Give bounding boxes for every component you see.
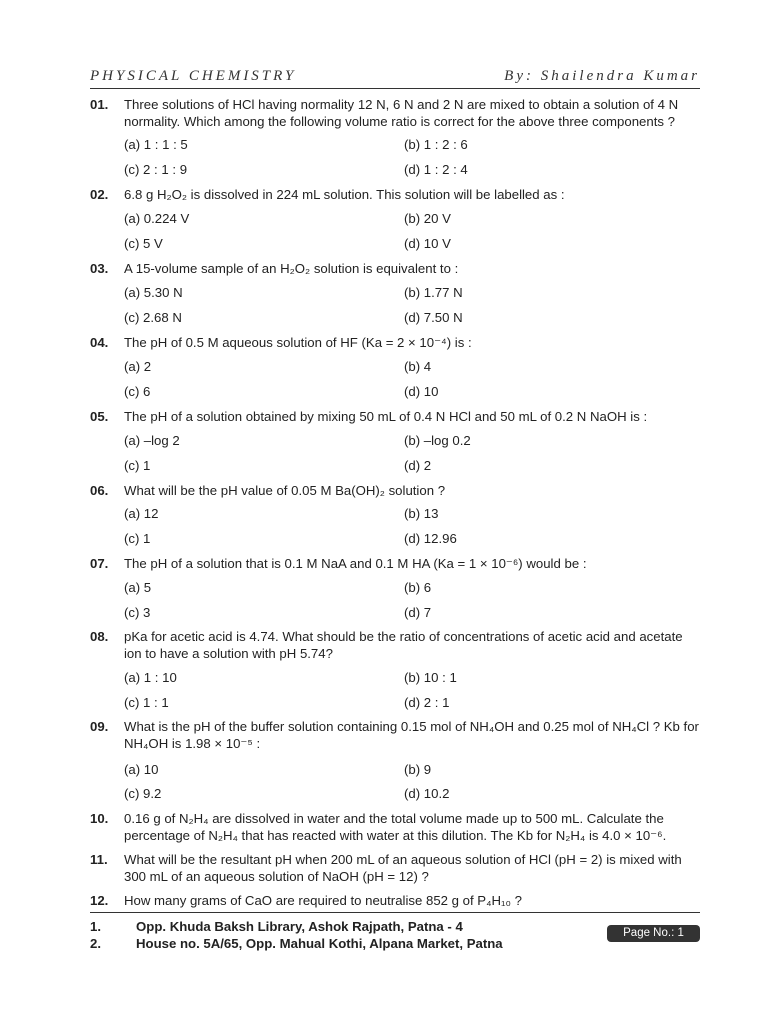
option-c: (c) 2 : 1 : 9 <box>124 162 188 177</box>
option-b: (b) 10 : 1 <box>404 670 457 685</box>
option-b: (b) 1 : 2 : 6 <box>404 137 468 152</box>
option-c: (c) 5 V <box>124 236 163 251</box>
question-06 <box>90 482 702 499</box>
option-a: (a) 10 <box>124 762 159 777</box>
option-d: (d) 10 V <box>404 236 451 251</box>
option-a: (a) 0.224 V <box>124 211 190 226</box>
question-text: What is the pH of the buffer solution containing 0.15 mol of NH₄OH and 0.25 mol of NH₄Cl ? Kb for NH₄OH is 1.98 × 10⁻⁵ : <box>124 719 699 751</box>
option-b: (b) 1.77 N <box>404 285 463 300</box>
option-c: (c) 1 <box>124 531 151 546</box>
author-credit: By: Shailendra Kumar <box>504 68 700 84</box>
option-d: (d) 2 : 1 <box>404 695 450 710</box>
option-a: (a) 1 : 1 : 5 <box>124 137 188 152</box>
question-number: 06. <box>90 483 109 498</box>
question-text: pKa for acetic acid is 4.74. What should be the ratio of concentrations of acetic acid and acetate ion to have a solution with pH 5.74? <box>124 629 683 661</box>
question-number: 08. <box>90 629 109 644</box>
question-text: What will be the pH value of 0.05 M Ba(OH)₂ solution ? <box>124 483 446 498</box>
option-d: (d) 12.96 <box>404 531 457 546</box>
option-d: (d) 10.2 <box>404 786 450 801</box>
option-a: (a) –log 2 <box>124 433 180 448</box>
question-number: 01. <box>90 97 109 112</box>
question-09 <box>90 718 702 752</box>
question-text: The pH of 0.5 M aqueous solution of HF (Ka = 2 × 10⁻⁴) is : <box>124 335 472 350</box>
page-header <box>90 66 700 89</box>
question-number: 07. <box>90 556 109 571</box>
option-b: (b) 9 <box>404 762 432 777</box>
option-a: (a) 1 : 10 <box>124 670 177 685</box>
option-d: (d) 1 : 2 : 4 <box>404 162 468 177</box>
option-b: (b) 20 V <box>404 211 451 226</box>
subject-title: PHYSICAL CHEMISTRY <box>90 68 297 84</box>
option-b: (b) –log 0.2 <box>404 433 471 448</box>
question-number: 02. <box>90 187 109 202</box>
footer-divider <box>90 912 700 913</box>
option-c: (c) 6 <box>124 384 151 399</box>
option-b: (b) 6 <box>404 580 432 595</box>
option-a: (a) 12 <box>124 506 159 521</box>
address-number: 2. <box>90 936 101 951</box>
option-a: (a) 5.30 N <box>124 285 183 300</box>
question-number: 05. <box>90 409 109 424</box>
question-text: The pH of a solution that is 0.1 M NaA and 0.1 M HA (Ka = 1 × 10⁻⁶) would be : <box>124 556 587 571</box>
question-text: 6.8 g H₂O₂ is dissolved in 224 mL solution. This solution will be labelled as : <box>124 187 565 202</box>
page-number-badge: Page No.: 1 <box>607 925 700 942</box>
question-08 <box>90 628 702 662</box>
option-d: (d) 10 <box>404 384 439 399</box>
question-07 <box>90 555 702 572</box>
question-01 <box>90 96 702 130</box>
question-number: 12. <box>90 893 109 908</box>
option-a: (a) 5 <box>124 580 152 595</box>
address-text: House no. 5A/65, Opp. Mahual Kothi, Alpana Market, Patna <box>136 936 503 951</box>
question-12 <box>90 892 702 909</box>
question-text: Three solutions of HCl having normality 12 N, 6 N and 2 N are mixed to obtain a solution of 4 N normality. Which among the following volume ratio is correct for the above three components ? <box>124 97 679 129</box>
option-d: (d) 7 <box>404 605 432 620</box>
option-b: (b) 4 <box>404 359 432 374</box>
question-text: The pH of a solution obtained by mixing 50 mL of 0.4 N HCl and 50 mL of 0.2 N NaOH is : <box>124 409 648 424</box>
question-10 <box>90 810 702 844</box>
question-text: What will be the resultant pH when 200 mL of an aqueous solution of HCl (pH = 2) is mixed with 300 mL of an aqueous solution of NaOH (pH = 12) ? <box>124 852 682 884</box>
question-text: 0.16 g of N₂H₄ are dissolved in water and the total volume made up to 500 mL. Calculate the percentage of N₂H₄ that has reacted with water at this dilution. The Kb for N₂H₄ is 4.0 × 10⁻⁶. <box>124 811 667 843</box>
question-04 <box>90 334 702 351</box>
question-number: 10. <box>90 811 109 826</box>
question-text: A 15-volume sample of an H₂O₂ solution is equivalent to : <box>124 261 459 276</box>
address-number: 1. <box>90 919 101 934</box>
address-text: Opp. Khuda Baksh Library, Ashok Rajpath, Patna - 4 <box>136 919 463 934</box>
question-number: 03. <box>90 261 109 276</box>
option-c: (c) 9.2 <box>124 786 162 801</box>
option-c: (c) 1 : 1 <box>124 695 169 710</box>
option-a: (a) 2 <box>124 359 152 374</box>
option-d: (d) 7.50 N <box>404 310 463 325</box>
question-02 <box>90 186 702 203</box>
question-number: 09. <box>90 719 109 734</box>
option-d: (d) 2 <box>404 458 432 473</box>
option-c: (c) 3 <box>124 605 151 620</box>
question-number: 04. <box>90 335 109 350</box>
question-05 <box>90 408 702 425</box>
option-c: (c) 2.68 N <box>124 310 182 325</box>
question-number: 11. <box>90 852 108 867</box>
question-03 <box>90 260 702 277</box>
question-11 <box>90 851 702 885</box>
option-c: (c) 1 <box>124 458 151 473</box>
option-b: (b) 13 <box>404 506 439 521</box>
question-text: How many grams of CaO are required to neutralise 852 g of P₄H₁₀ ? <box>124 893 522 908</box>
